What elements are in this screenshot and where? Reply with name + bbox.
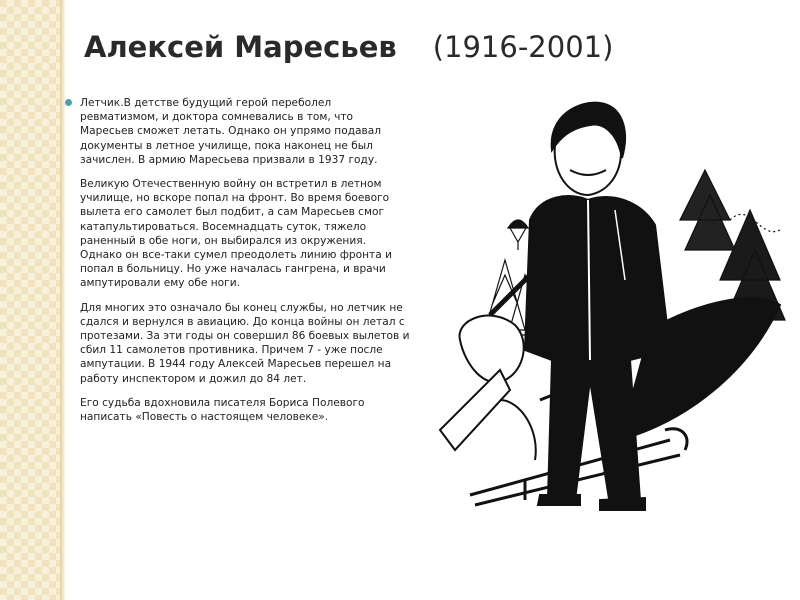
paragraph-4: Его судьба вдохновила писателя Бориса Полевого написать «Повесть о настоящем человеке». — [80, 396, 365, 424]
decorative-band-edge — [60, 0, 66, 600]
bullet-dot-icon — [65, 99, 72, 106]
title-years: (1916-2001) — [432, 30, 614, 64]
decorative-left-band — [0, 0, 60, 600]
pilot-figure — [525, 103, 670, 510]
title-name: Алексей Маресьев — [84, 30, 397, 64]
paragraph-3: Для многих это означало бы конец службы, но летчик не сдался и вернулся в авиацию. До конца войны он летал с протезами. За эти годы он совершил 86 боевых вылетов и сбил 11 самолетов противника. Причем 7 - уже после ампутации. В 1944 году Алексей Маресьев перешел на работу инспектором и дожил до 84 лет. — [80, 301, 410, 385]
slide-title — [84, 30, 704, 64]
parachute-icon — [508, 220, 528, 250]
paragraph-1: Летчик.В детстве будущий герой переболел ревматизмом, и доктора сомневались в том, что Маресьев сможет летать. Однако он упрямо подавал документы в летное училище, пока наконец не был зачислен. В армию Маресьева призвали в 1937 году. — [80, 97, 382, 166]
pilot-illustration — [430, 100, 790, 530]
biography-text — [80, 96, 410, 434]
paragraph-2: Великую Отечественную войну он встретил в летном училище, но вскоре попал на фронт. Во время боевого вылета его самолет был подбит, а сам Маресьев смог катапультироваться. Восемнадцать суток, тяжело раненный в обе ноги, он выбирался из окружения. Однако он все-таки сумел преодолеть линию фронта и попал в больницу. Но уже началась гангрена, и врачи ампутировали ему обе ноги. — [80, 178, 392, 290]
